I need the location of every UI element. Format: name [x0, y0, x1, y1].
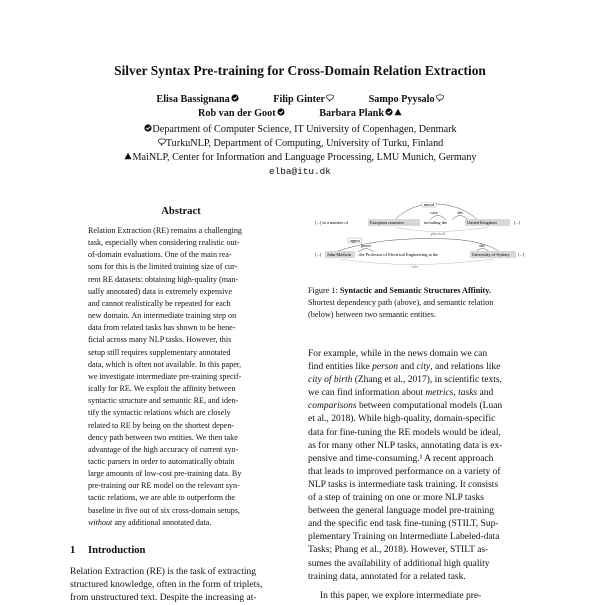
intro-heading	[70, 545, 145, 556]
sent2-relation-label: role	[411, 264, 419, 269]
abstract-line: advantage of the high accuracy of current syn-	[88, 444, 239, 454]
body-line: pensive and time-consuming.¹ A recent approach	[308, 453, 494, 464]
abstract-line: tify the syntactic relations which are closely	[88, 408, 231, 418]
sent2-pre: [...]	[315, 252, 322, 257]
intro-body	[70, 566, 292, 605]
author-1	[156, 94, 238, 105]
abstract-line: setup still requires supplementary annotated	[88, 347, 231, 357]
author-5	[319, 108, 402, 119]
abstract-line: of-domain evaluations. One of the main rea-	[88, 250, 232, 260]
intro-heading-number: 1	[70, 545, 76, 556]
abstract-last-rest: any additional annotated data.	[112, 517, 212, 527]
sent1-post: [...]	[514, 220, 521, 225]
turku-speech-icon	[436, 94, 444, 102]
abstract-line: syntactic structure and semantic RE, and iden-	[88, 396, 239, 406]
body-line: training data, annotated for a related task.	[308, 571, 466, 582]
body-line: For example, while in the news domain we can	[308, 349, 488, 359]
abstract-line: pre-training our RE model on the relevant syn-	[88, 481, 240, 491]
body-line: city of birth (Zhang et al., 2017), in scientific texts,	[308, 375, 502, 386]
body-line: plementary Training on Intermediate Labeled-data	[308, 532, 500, 543]
affiliation-itu-text: Department of Computer Science, IT University of Copenhagen, Denmark	[152, 124, 457, 135]
email[interactable]: elba@itu.dk	[269, 166, 331, 177]
authors-row-2	[0, 107, 600, 121]
arc-nmod-label: nmod	[423, 202, 435, 207]
body-line: between the general language model pre-training	[308, 506, 494, 517]
author-list	[0, 93, 600, 121]
abstract-line: new domain. An intermediate training step on	[88, 311, 237, 321]
intro-line: Relation Extraction (RE) is the task of extracting	[70, 567, 256, 577]
figure-caption	[308, 285, 530, 320]
abstract-lines	[88, 225, 274, 517]
affiliation-turku	[0, 137, 600, 151]
affiliation-turku-text: TurkuNLP, Department of Computing, University of Turku, Finland	[165, 138, 444, 149]
body-line: find entities like person and city, and relations like	[308, 362, 501, 373]
arc-det-label: det	[457, 210, 463, 215]
abstract-line: related to RE by being on the shortest depen-	[88, 420, 235, 430]
affiliations	[0, 123, 600, 179]
abstract-line: tactic parsers in order to automatically obtain	[88, 456, 235, 466]
turku-speech-icon	[326, 94, 334, 102]
abstract-body	[88, 225, 274, 529]
abstract-line: data from related tasks has shown to be bene-	[88, 323, 236, 333]
itu-badge-icon	[231, 94, 239, 102]
author-2	[273, 94, 334, 105]
abstract-line: ically for RE. We exploit the affinity between	[88, 384, 236, 394]
affiliation-itu	[0, 123, 600, 137]
body-line: comparisons between computational models (Luan	[308, 401, 503, 412]
caption-line-3: (below) between two semantic entities.	[308, 309, 437, 319]
caption-label: Figure 1:	[308, 286, 338, 295]
caption-line-2: Shortest dependency path (above), and semantic relation	[308, 297, 494, 307]
sent2-mid: , the Professor of Electrical Engineering at the	[357, 252, 439, 257]
caption-line-1	[308, 285, 530, 297]
affiliation-lmu-text: MaiNLP, Center for Information and Language Processing, LMU Munich, Germany	[132, 152, 477, 163]
author-3	[369, 94, 444, 105]
caption-bold: Syntactic and Semantic Structures Affinity.	[339, 286, 491, 295]
body-line: we can find information about metrics, tasks and	[308, 388, 494, 399]
intro-heading-text: Introduction	[87, 545, 146, 556]
sent1-mid: including the	[424, 220, 448, 225]
abstract-line: data, which is often not available. In this paper,	[88, 359, 242, 369]
body-line: and the specific end task fine-tuning (STILT, Sup-	[308, 519, 499, 530]
abstract-last-line	[88, 517, 274, 529]
body-line: that leads to improved performance on a variety of	[308, 466, 501, 477]
abstract-line: large amounts of low-cost pre-training data. By	[88, 469, 242, 479]
body-line: NLP tasks is intermediate task training. It consists	[308, 479, 499, 490]
sent2-ent2: University of Sydney	[472, 252, 510, 257]
body-text	[308, 348, 530, 603]
body-line: as for many other NLP tasks, annotating data is ex-	[308, 440, 503, 451]
itu-badge-icon	[385, 108, 393, 116]
abstract-line: task, especially when considering realistic out-	[88, 238, 240, 248]
author-4	[198, 108, 285, 119]
body-line: et al., 2018). While high-quality, domain-specific	[308, 414, 496, 425]
abstract-italic: without	[88, 517, 113, 527]
sent2-post: [...]	[518, 252, 525, 257]
body-line: of a step of training on one or more NLP tasks	[308, 493, 484, 504]
sent1-ent2: United Kingdom	[467, 220, 497, 225]
author-3-name: Sampo Pyysalo	[368, 94, 435, 105]
body-line: In this paper, we explore intermediate pre-	[320, 590, 482, 601]
abstract-line: tactic relations, we are able to outperform the	[88, 493, 235, 503]
abstract-line: Relation Extraction (RE) remains a challenging	[88, 226, 242, 235]
intro-line: structured knowledge, often in the form of triplets,	[70, 580, 263, 591]
abstract-line: we investigate intermediate pre-training specif-	[88, 371, 242, 381]
body-line: data for fine-tuning the RE models would be ideal,	[308, 427, 501, 438]
figure-1	[310, 202, 532, 272]
abstract-line: baseline in five out of six cross-domain setups,	[88, 505, 240, 515]
sent1-ent1: European countries	[370, 220, 405, 225]
author-4-name: Rob van der Goot	[198, 108, 276, 119]
intro-line: from unstructured text. Despite the increasing at-	[70, 593, 257, 604]
arc-appos-label: appos	[349, 238, 361, 243]
turku-speech-icon	[158, 138, 166, 146]
authors-row-1	[0, 93, 600, 107]
author-5-name: Barbara Plank	[319, 108, 384, 119]
arc-punct-label: punct	[361, 243, 371, 248]
dependency-figure	[310, 202, 532, 272]
arc-case-label: case	[430, 210, 438, 215]
abstract-line: sons for this is the limited training size of cur-	[88, 262, 238, 272]
abstract-line: rent RE datasets: obtaining high-quality (man-	[88, 274, 239, 284]
affiliation-lmu	[0, 151, 600, 165]
body-line: sumes the availability of additional high quality	[308, 558, 490, 569]
abstract-line: and cannot realistically be repeated for each	[88, 298, 231, 308]
abstract-line: ually annotated) data is extremely expensive	[88, 286, 233, 296]
sent2-ent1: John Medwin	[327, 252, 352, 257]
body-line: Tasks; Phang et al., 2018). However, STILT as-	[308, 545, 489, 556]
itu-badge-icon	[277, 108, 285, 116]
abstract-line: ficial across many NLP tasks. However, this	[88, 335, 232, 345]
arc-det-2-label: det	[479, 243, 485, 248]
sent1-relation-label: physical	[430, 231, 446, 236]
lmu-triangle-icon	[394, 108, 402, 116]
abstract-heading: Abstract	[161, 206, 201, 217]
author-1-name: Elisa Bassignana	[156, 94, 230, 105]
author-2-name: Filip Ginter	[273, 94, 326, 105]
abstract-line: dency path between two entities. We then take	[88, 432, 238, 442]
sent1-pre: [...] in a number of	[315, 220, 349, 225]
paper-title: Silver Syntax Pre-training for Cross-Domain Relation Extraction	[114, 63, 486, 78]
